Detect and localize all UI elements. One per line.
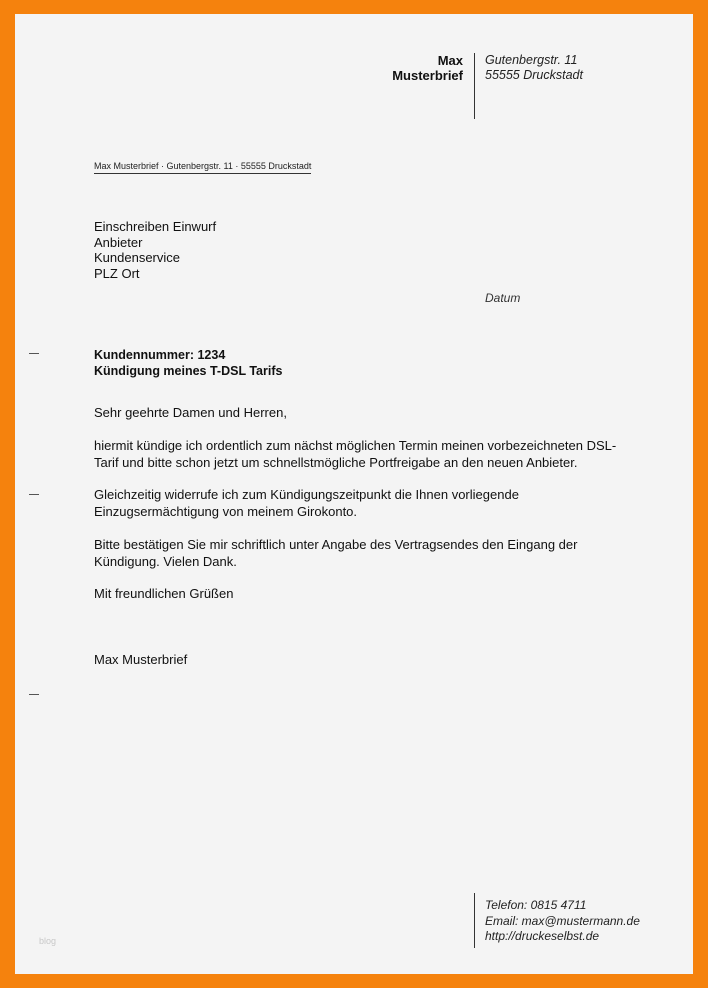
body-paragraph-2: Gleichzeitig widerrufe ich zum Kündigungszeitpunkt die Ihnen vorliegende Einzugsermächtigung von meinem Girokonto. xyxy=(94,487,519,519)
salutation: Sehr geehrte Damen und Herren, xyxy=(94,405,287,420)
closing: Mit freundlichen Grüßen xyxy=(94,586,234,601)
customer-number: Kundennummer: 1234 xyxy=(94,348,226,362)
subject-title: Kündigung meines T-DSL Tarifs xyxy=(94,364,283,378)
header-divider xyxy=(474,53,475,119)
body-paragraph-3: Bitte bestätigen Sie mir schriftlich unter Angabe des Vertragsendes den Eingang der Kündigung. Vielen Dank. xyxy=(94,537,578,569)
recipient-line-2: Anbieter xyxy=(94,234,143,250)
punch-mark xyxy=(29,494,39,495)
footer-website: http://druckeselbst.de xyxy=(485,929,600,943)
footer-contact xyxy=(485,898,640,945)
fold-mark-top xyxy=(29,353,39,354)
fold-mark-bottom xyxy=(29,694,39,695)
recipient-line-1: Einschreiben Einwurf xyxy=(94,219,217,234)
signature: Max Musterbrief xyxy=(94,652,188,667)
recipient-address xyxy=(94,219,216,281)
watermark: blog xyxy=(39,936,57,946)
sender-street: Gutenbergstr. 11 xyxy=(485,53,578,67)
sender-first-name: Max xyxy=(437,53,463,68)
sender-city: 55555 Druckstadt xyxy=(485,68,583,82)
sender-last-name: Musterbrief xyxy=(392,68,463,83)
date-field: Datum xyxy=(485,291,521,305)
footer-phone: Telefon: 0815 4711 xyxy=(485,898,587,912)
letter-page xyxy=(15,14,693,974)
subject-block xyxy=(94,347,282,379)
body-paragraph-1: hiermit kündige ich ordentlich zum nächst möglichen Termin meinen vorbezeichneten DSL-Tarif und bitte schon jetzt um schnellstmögliche Portfreigabe an den neuen Anbieter. xyxy=(94,438,617,470)
sender-address xyxy=(485,53,583,83)
footer-email: Email: max@mustermann.de xyxy=(485,913,640,928)
return-address-line: Max Musterbrief · Gutenbergstr. 11 · 55555 Druckstadt xyxy=(94,161,311,174)
sender-name xyxy=(392,53,463,83)
footer-divider xyxy=(474,893,475,948)
recipient-line-3: Kundenservice xyxy=(94,250,180,265)
recipient-line-4: PLZ Ort xyxy=(94,265,140,281)
